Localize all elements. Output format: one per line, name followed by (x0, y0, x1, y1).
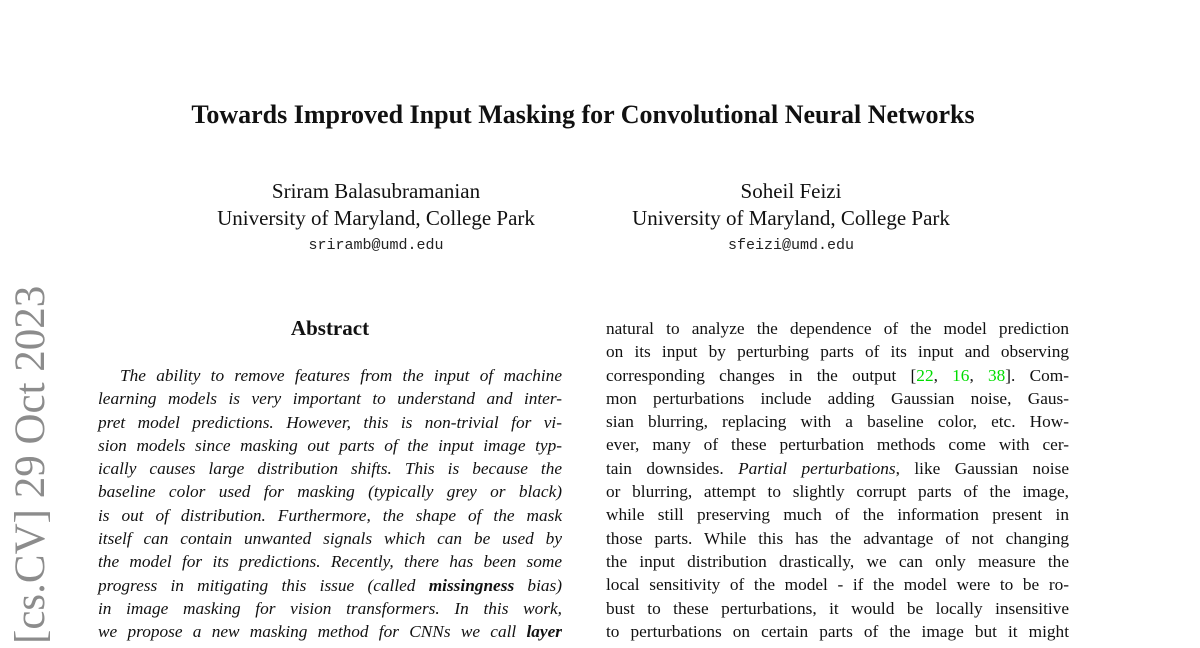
italic-term: Partial perturbations (738, 458, 896, 478)
citation-link: 16 (952, 365, 970, 385)
abstract-line: progress in mitigating this issue (called missingness bias) (98, 575, 562, 595)
body-line: mon perturbations include adding Gaussian noise, Gaus- (606, 388, 1069, 408)
author-affiliation: University of Maryland, College Park (217, 206, 535, 230)
author-block (605, 178, 977, 257)
body-line: local sensitivity of the model - if the model were to be ro- (606, 575, 1069, 595)
author-block (190, 178, 562, 257)
body-line: those parts. While this has the advantage of not changing (606, 528, 1069, 548)
body-line: the input distribution drastically, we can only measure the (606, 551, 1069, 571)
bold-term: missingness (428, 575, 515, 595)
abstract-heading: Abstract (290, 316, 370, 340)
body-line: on its input by perturbing parts of its input and observing (606, 342, 1069, 362)
abstract-line: sion models since masking out parts of the input image typ- (98, 435, 562, 455)
author-name: Sriram Balasubramanian (271, 179, 481, 203)
arxiv-stamp: [cs.CV] 29 Oct 2023 (7, 285, 54, 644)
citation-link: 22 (916, 365, 934, 385)
abstract-line: itself can contain unwanted signals which can be used by (98, 529, 562, 549)
body-line: corresponding changes in the output [22, 16, 38]. Com- (606, 365, 1069, 385)
abstract-line: The ability to remove features from the input of machine (120, 366, 562, 385)
body-line: natural to analyze the dependence of the model prediction (606, 319, 1069, 338)
author-name: Soheil Feizi (740, 179, 842, 203)
body-line: to perturbations on certain parts of the image but it might (606, 621, 1069, 641)
abstract-line: learning models is very important to understand and inter- (98, 389, 562, 409)
abstract-text (98, 364, 562, 644)
abstract-line: is out of distribution. Furthermore, the shape of the mask (98, 505, 562, 525)
author-email: sriramb@umd.edu (308, 237, 444, 254)
intro-text (606, 317, 1069, 643)
abstract-line: pret model predictions. However, this is non-trivial for vi- (98, 412, 562, 432)
paper-title: Towards Improved Input Masking for Convolutional Neural Networks (191, 100, 975, 129)
abstract-line: we propose a new masking method for CNNs we call layer (98, 622, 562, 642)
body-line: while still preserving much of the information present in (606, 505, 1069, 525)
abstract-line: ically causes large distribution shifts. This is because the (98, 459, 562, 479)
body-line: bust to these perturbations, it would be locally insensitive (606, 598, 1069, 618)
body-line: or blurring, attempt to slightly corrupt parts of the image, (606, 482, 1069, 502)
citation-link: 38 (988, 365, 1006, 385)
abstract-line: baseline color used for masking (typically grey or black) (98, 482, 562, 502)
body-line: tain downsides. Partial perturbations, like Gaussian noise (606, 458, 1070, 478)
body-line: sian blurring, replacing with a baseline color, etc. How- (606, 412, 1069, 432)
author-affiliation: University of Maryland, College Park (632, 206, 950, 230)
abstract-line: in image masking for vision transformers. In this work, (98, 598, 562, 618)
abstract-line: the model for its predictions. Recently, there has been some (98, 552, 562, 572)
author-email: sfeizi@umd.edu (727, 237, 855, 254)
body-line: ever, many of these perturbation methods come with cer- (606, 435, 1069, 455)
bold-term: layer (526, 622, 562, 642)
